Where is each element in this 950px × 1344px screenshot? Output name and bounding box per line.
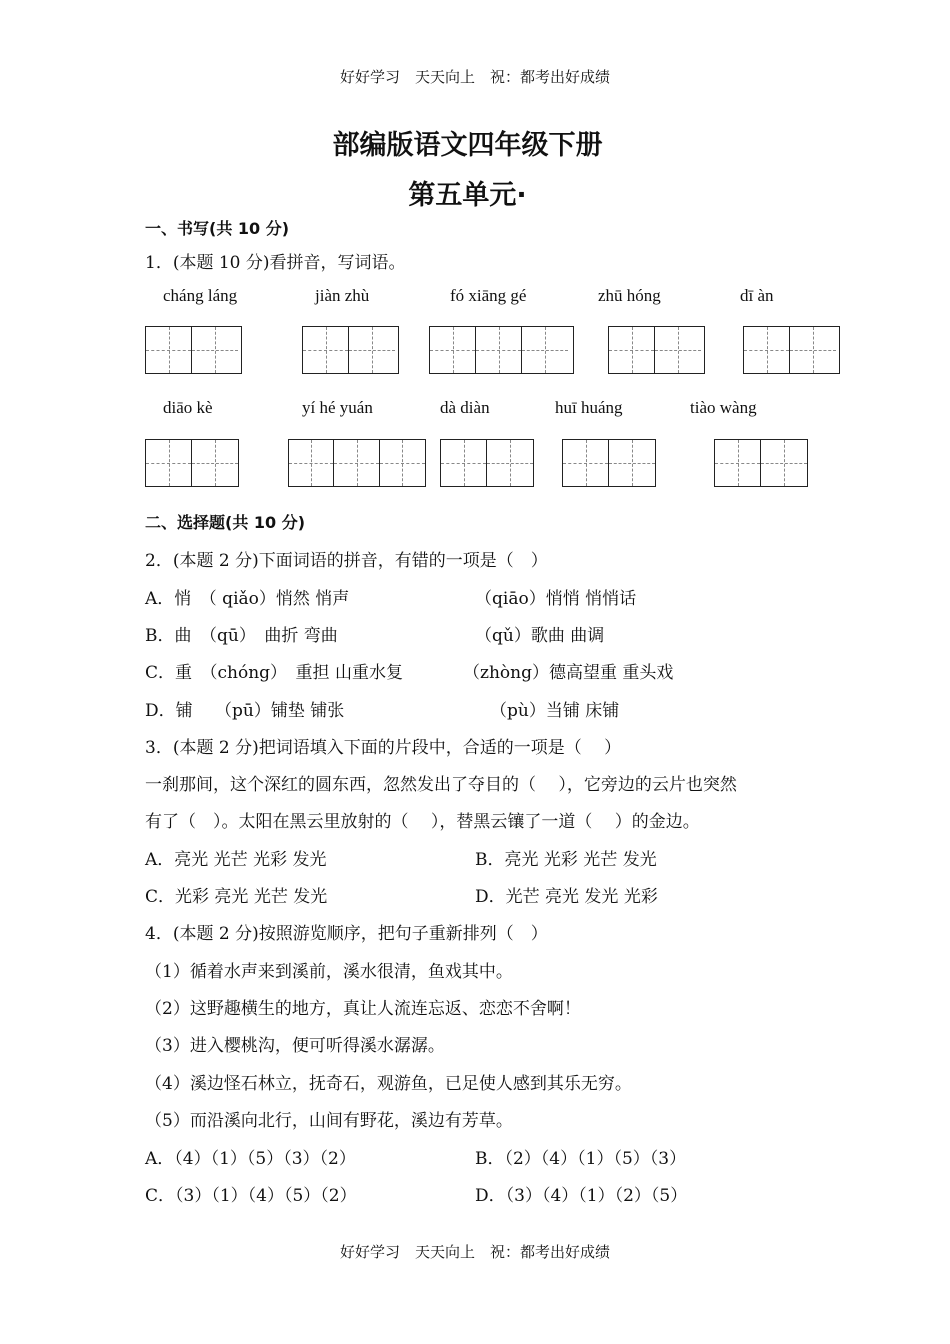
question-3-passage: 有了（ ）。太阳在黑云里放射的（ ），替黑云镶了一道（ ）的金边。 [145,812,700,832]
writing-cell[interactable] [522,327,568,373]
option-c-continued: （zhòng）德高望重 重头戏 [463,663,674,683]
section-heading-writing: 一、书写(共 10 分) [145,219,290,238]
question-3-stem: 3．(本题 2 分)把词语填入下面的片段中，合适的一项是（ ） [145,738,622,758]
writing-grid[interactable] [145,439,239,487]
writing-cell[interactable] [441,440,487,486]
option-d[interactable]: D．（3）（4）（1）（2）（5） [475,1186,688,1206]
option-a-continued: （qiāo）悄悄 悄悄话 [475,589,637,609]
sentence-item: （2）这野趣横生的地方，真让人流连忘返、恋恋不舍啊！ [145,999,581,1019]
page-header: 好好学习 天天向上 祝：都考出好成绩 [339,68,610,86]
writing-cell[interactable] [192,440,238,486]
writing-grid[interactable] [562,439,656,487]
writing-grid[interactable] [288,439,426,487]
writing-cell[interactable] [289,440,334,486]
writing-cell[interactable] [430,327,476,373]
pinyin-label: huī huáng [555,398,623,417]
page-title: 部编版语文四年级下册 [332,130,603,161]
question-4-stem: 4．(本题 2 分)按照游览顺序，把句子重新排列（ ） [145,924,548,944]
pinyin-label: zhū hóng [598,286,661,305]
writing-cell[interactable] [609,327,655,373]
sentence-item: （5）而沿溪向北行，山间有野花，溪边有芳草。 [145,1111,513,1131]
pinyin-label: dī àn [740,286,774,305]
option-b[interactable]: B．亮光 光彩 光芒 发光 [475,850,657,870]
writing-grid[interactable] [743,326,840,374]
sentence-item: （3）进入樱桃沟，便可听得溪水潺潺。 [145,1036,445,1056]
pinyin-label: jiàn zhù [315,286,370,305]
option-b[interactable]: B．曲 （qū） 曲折 弯曲 [145,626,338,646]
pinyin-label: yí hé yuán [302,398,373,417]
writing-grid[interactable] [145,326,242,374]
option-c[interactable]: C．重 （chóng） 重担 山重水复 [145,663,403,683]
writing-grid[interactable] [429,326,574,374]
writing-cell[interactable] [476,327,522,373]
writing-cell[interactable] [744,327,790,373]
option-a[interactable]: A．（4）（1）（5）（3）（2） [145,1149,356,1169]
option-d[interactable]: D．光芒 亮光 发光 光彩 [475,887,658,907]
writing-cell[interactable] [487,440,533,486]
sentence-item: （4）溪边怪石林立，抚奇石，观游鱼，已足使人感到其乐无穷。 [145,1074,632,1094]
page-subtitle: 第五单元· [408,180,527,211]
question-2-stem: 2．(本题 2 分)下面词语的拼音，有错的一项是（ ） [145,551,548,571]
page-footer: 好好学习 天天向上 祝：都考出好成绩 [339,1243,610,1261]
writing-grid[interactable] [440,439,534,487]
option-c[interactable]: C．（3）（1）（4）（5）（2） [145,1186,357,1206]
writing-cell[interactable] [380,440,425,486]
option-b[interactable]: B．（2）（4）（1）（5）（3） [475,1149,687,1169]
writing-cell[interactable] [761,440,807,486]
writing-cell[interactable] [715,440,761,486]
writing-grid[interactable] [608,326,705,374]
writing-cell[interactable] [655,327,701,373]
writing-cell[interactable] [609,440,655,486]
pinyin-label: dà diàn [440,398,490,417]
writing-cell[interactable] [563,440,609,486]
writing-cell[interactable] [790,327,836,373]
writing-cell[interactable] [349,327,395,373]
section-heading-choice: 二、选择题(共 10 分) [145,513,306,532]
writing-grid[interactable] [302,326,399,374]
pinyin-label: cháng láng [163,286,238,305]
question-1-stem: 1．(本题 10 分)看拼音，写词语。 [145,253,406,273]
writing-cell[interactable] [303,327,349,373]
writing-cell[interactable] [146,440,192,486]
question-3-passage: 一刹那间，这个深红的圆东西，忽然发出了夺目的（ ），它旁边的云片也突然 [145,775,737,795]
sentence-item: （1）循着水声来到溪前，溪水很清，鱼戏其中。 [145,962,513,982]
writing-cell[interactable] [192,327,238,373]
option-d-continued: （pù）当铺 床铺 [490,701,620,721]
writing-cell[interactable] [334,440,379,486]
pinyin-label: fó xiāng gé [450,286,527,305]
option-a[interactable]: A．亮光 光芒 光彩 发光 [145,850,327,870]
option-d[interactable]: D．铺 （pū）铺垫 铺张 [145,701,345,721]
writing-cell[interactable] [146,327,192,373]
option-b-continued: （qǔ）歌曲 曲调 [475,626,605,646]
pinyin-label: diāo kè [163,398,213,417]
pinyin-label: tiào wàng [690,398,757,417]
option-a[interactable]: A．悄 （ qiǎo）悄然 悄声 [145,589,350,609]
option-c[interactable]: C．光彩 亮光 光芒 发光 [145,887,328,907]
writing-grid[interactable] [714,439,808,487]
